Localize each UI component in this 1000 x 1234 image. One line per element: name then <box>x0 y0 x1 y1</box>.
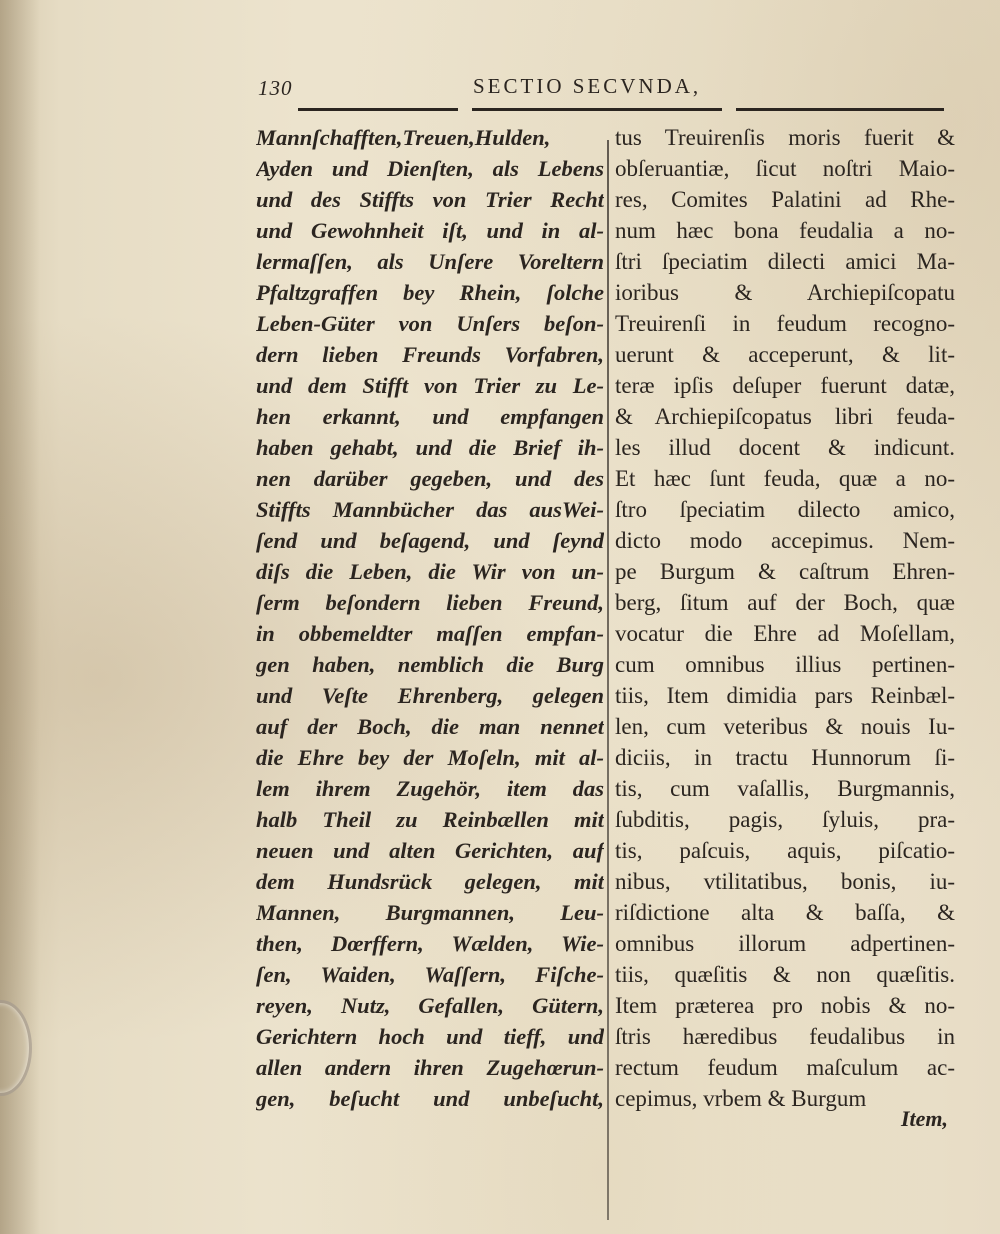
german-text-line: ſend und beſagend, und ſeynd <box>256 528 604 553</box>
latin-text-line: dicto modo accepimus. Nem- <box>615 528 955 553</box>
latin-text-line: diciis, in tractu Hunnorum ſi- <box>615 745 955 770</box>
german-text-line: gen haben, nemblich die Burg <box>256 652 604 677</box>
german-text-line: haben gehabt, und die Brief ih- <box>256 435 604 460</box>
latin-text-line: obſeruantiæ, ſicut noſtri Maio- <box>615 156 955 181</box>
latin-text-line: tus Treuirenſis moris fuerit & <box>615 125 955 150</box>
german-text-line: auf der Boch, die man nennet <box>256 714 604 739</box>
german-text-line: und Gewohnheit iſt, und in al- <box>256 218 604 243</box>
latin-text-line: cum omnibus illius pertinen- <box>615 652 955 677</box>
german-text-line: halb Theil zu Reinbællen mit <box>256 807 604 832</box>
german-text-line: lem ihrem Zugehör, item das <box>256 776 604 801</box>
latin-text-line: tiis, Item dimidia pars Reinbæl- <box>615 683 955 708</box>
german-text-line: neuen und alten Gerichten, auf <box>256 838 604 863</box>
german-text-line: ſerm beſondern lieben Freund, <box>256 590 604 615</box>
german-text-line: und Veſte Ehrenberg, gelegen <box>256 683 604 708</box>
german-text-line: allen andern ihren Zugehœrun- <box>256 1055 604 1080</box>
latin-text-line: tis, paſcuis, aquis, piſcatio- <box>615 838 955 863</box>
german-text-line: reyen, Nutz, Gefallen, Gütern, <box>256 993 604 1018</box>
german-text-line: in obbemeldter maſſen empfan- <box>256 621 604 646</box>
german-text-line: Ayden und Dienſten, als Lebens <box>256 156 604 181</box>
latin-text-line: pe Burgum & caſtrum Ehren- <box>615 559 955 584</box>
german-text-line: Stiffts Mannbücher das ausWei- <box>256 497 604 522</box>
latin-text-line: Treuirenſi in feudum recogno- <box>615 311 955 336</box>
latin-text-line: ſtri ſpeciatim dilecti amici Ma- <box>615 249 955 274</box>
latin-text-line: cepimus, vrbem & Burgum <box>615 1086 867 1111</box>
header-rule-right <box>736 108 944 111</box>
latin-text-line: omnibus illorum adpertinen- <box>615 931 955 956</box>
german-text-line: nen darüber gegeben, und des <box>256 466 604 491</box>
latin-text-line: Et hæc ſunt feuda, quæ a no- <box>615 466 955 491</box>
latin-text-line: teræ ipſis deſuper fuerunt datæ, <box>615 373 955 398</box>
german-text-line: gen, beſucht und unbeſucht, <box>256 1086 604 1111</box>
latin-text-line: berg, ſitum auf der Boch, quæ <box>615 590 955 615</box>
german-text-line: then, Dœrffern, Wælden, Wie- <box>256 931 604 956</box>
latin-text-line: ſtro ſpeciatim dilecto amico, <box>615 497 955 522</box>
german-text-line: hen erkannt, und empfangen <box>256 404 604 429</box>
german-text-line: Mannſchafften,Treuen,Hulden, <box>256 125 551 150</box>
catchword: Item, <box>900 1106 948 1131</box>
german-text-column <box>256 122 604 1114</box>
german-text-line: dern lieben Freunds Vorfabren, <box>256 342 604 367</box>
latin-text-line: num hæc bona feudalia a no- <box>615 218 955 243</box>
german-text-line: und des Stiffts von Trier Recht <box>256 187 604 212</box>
latin-text-line: Item præterea pro nobis & no- <box>615 993 955 1018</box>
latin-text-line: & Archiepiſcopatus libri feuda- <box>615 404 955 429</box>
latin-text-line: riſdictione alta & baſſa, & <box>615 900 955 925</box>
page-header <box>258 74 948 114</box>
column-divider <box>607 140 609 1220</box>
latin-text-line: tiis, quæſitis & non quæſitis. <box>615 962 955 987</box>
latin-text-line: res, Comites Palatini ad Rhe- <box>615 187 955 212</box>
german-text-line: und dem Stifft von Trier zu Le- <box>256 373 604 398</box>
german-text-line: Gerichtern hoch und tieff, und <box>256 1024 604 1049</box>
german-text-line: Mannen, Burgmannen, Leu- <box>256 900 604 925</box>
german-text-line: diſs die Leben, die Wir von un- <box>256 559 604 584</box>
german-text-line: Pfaltzgraffen bey Rhein, ſolche <box>256 280 604 305</box>
german-text-line: die Ehre bey der Moſeln, mit al- <box>256 745 604 770</box>
header-rule-left <box>298 108 458 111</box>
latin-text-column <box>615 122 955 1114</box>
german-text-line: Leben-Güter von Unſers beſon- <box>256 311 604 336</box>
latin-text-line: ſubditis, pagis, ſyluis, pra- <box>615 807 955 832</box>
german-text-line: ſen, Waiden, Waſſern, Fiſche- <box>256 962 604 987</box>
latin-text-line: ioribus & Archiepiſcopatu <box>615 280 955 305</box>
latin-text-line: ſtris hæredibus feudalibus in <box>615 1024 955 1049</box>
latin-text-line: les illud docent & indicunt. <box>615 435 955 460</box>
latin-text-line: vocatur die Ehre ad Moſellam, <box>615 621 955 646</box>
latin-text-line: nibus, vtilitatibus, bonis, iu- <box>615 869 955 894</box>
latin-text-line: rectum feudum maſculum ac- <box>615 1055 955 1080</box>
latin-text-line: tis, cum vaſallis, Burgmannis, <box>615 776 955 801</box>
header-rule-middle <box>472 108 722 111</box>
running-title: SECTIO SECVNDA, <box>473 74 702 98</box>
page-number: 130 <box>258 76 293 100</box>
german-text-line: dem Hundsrück gelegen, mit <box>256 869 604 894</box>
latin-text-line: uerunt & acceperunt, & lit- <box>615 342 955 367</box>
latin-text-line: len, cum veteribus & nouis Iu- <box>615 714 955 739</box>
german-text-line: lermaſſen, als Unſere Voreltern <box>256 249 604 274</box>
